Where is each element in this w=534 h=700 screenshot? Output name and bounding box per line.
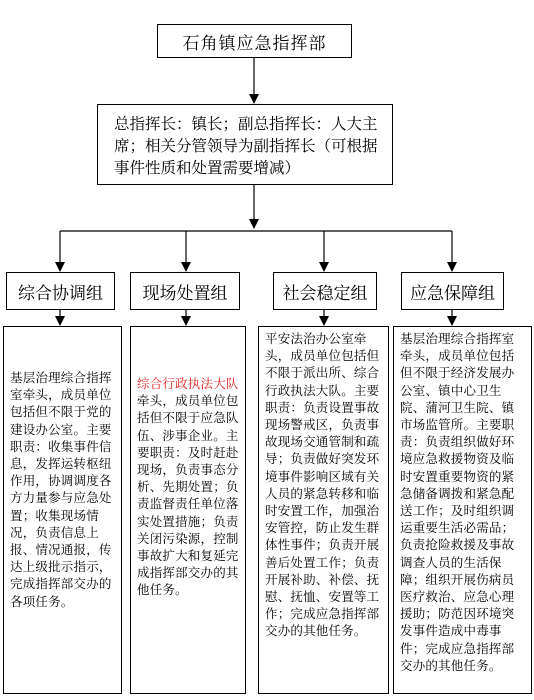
group-2-duties	[130, 326, 246, 694]
command-structure: 总指挥长：镇长；副总指挥长：人大主席；相关分管领导为副指挥长（可根据事件性质和处置需要增减）	[97, 104, 393, 185]
group-on-site-handling: 现场处置组	[130, 272, 240, 310]
group-4-duties-text: 基层治理综合指挥室牵头，成员单位包括但不限于经济发展办公室、镇中心卫生院、蒲河卫生院、镇市场监管所。主要职责：负责组织做好环境应急救援物资及临时安置重要物资的紧急储备调拨和紧急配送工作；及时组织调运重要生活必需品；负责抢险救援及事故调查人员的生活保障；组织开展伤病员医疗救治、应急心理援助；防范因环境突发事件造成中毒事件；完成应急指挥部交办的其他任务。	[400, 331, 515, 673]
group-social-stability: 社会稳定组	[273, 272, 377, 310]
group-emergency-support: 应急保障组	[401, 272, 504, 310]
group-3-duties	[258, 326, 389, 694]
group-1-duties	[3, 326, 122, 694]
group-4-duties	[393, 326, 532, 694]
headquarters-title: 石角镇应急指挥部	[157, 24, 352, 58]
group-2-duties-text: 牵头，成员单位包括但不限于应急队伍、涉事企业。主要职责：及时赶赴现场，负责事态分析、先期处置；负责监督责任单位落实处置措施；负责关闭污染源，控制事故扩大和复延完成指挥部交办的其他任务。	[137, 393, 239, 598]
group-2-lead-unit: 综合行政执法大队	[137, 376, 239, 391]
group-comprehensive-coordination: 综合协调组	[6, 272, 115, 310]
group-3-duties-text: 平安法治办公室牵头，成员单位包括但不限于派出所、综合行政执法大队。主要职责：负责设置事故现场警戒区，负责事故现场交通管制和疏导；负责做好突发环境事件影响区域有关人员的紧急转移和临时安置工作，加强治安管控，防止发生群体性事件；负责开展善后处置工作；负责开展补助、补偿、抚慰、抚恤、安置等工作；完成应急指挥部交办的其他任务。	[265, 331, 380, 639]
group-1-duties-text: 基层治理综合指挥室牵头，成员单位包括但不限于党的建设办公室。主要职责：收集事件信息，发挥运转枢纽作用，协调调度各方力量参与应急处置；收集现场情况，负责信息上报、情况通报，传达上级批示指示，完成指挥部交办的各项任务。	[10, 370, 112, 609]
